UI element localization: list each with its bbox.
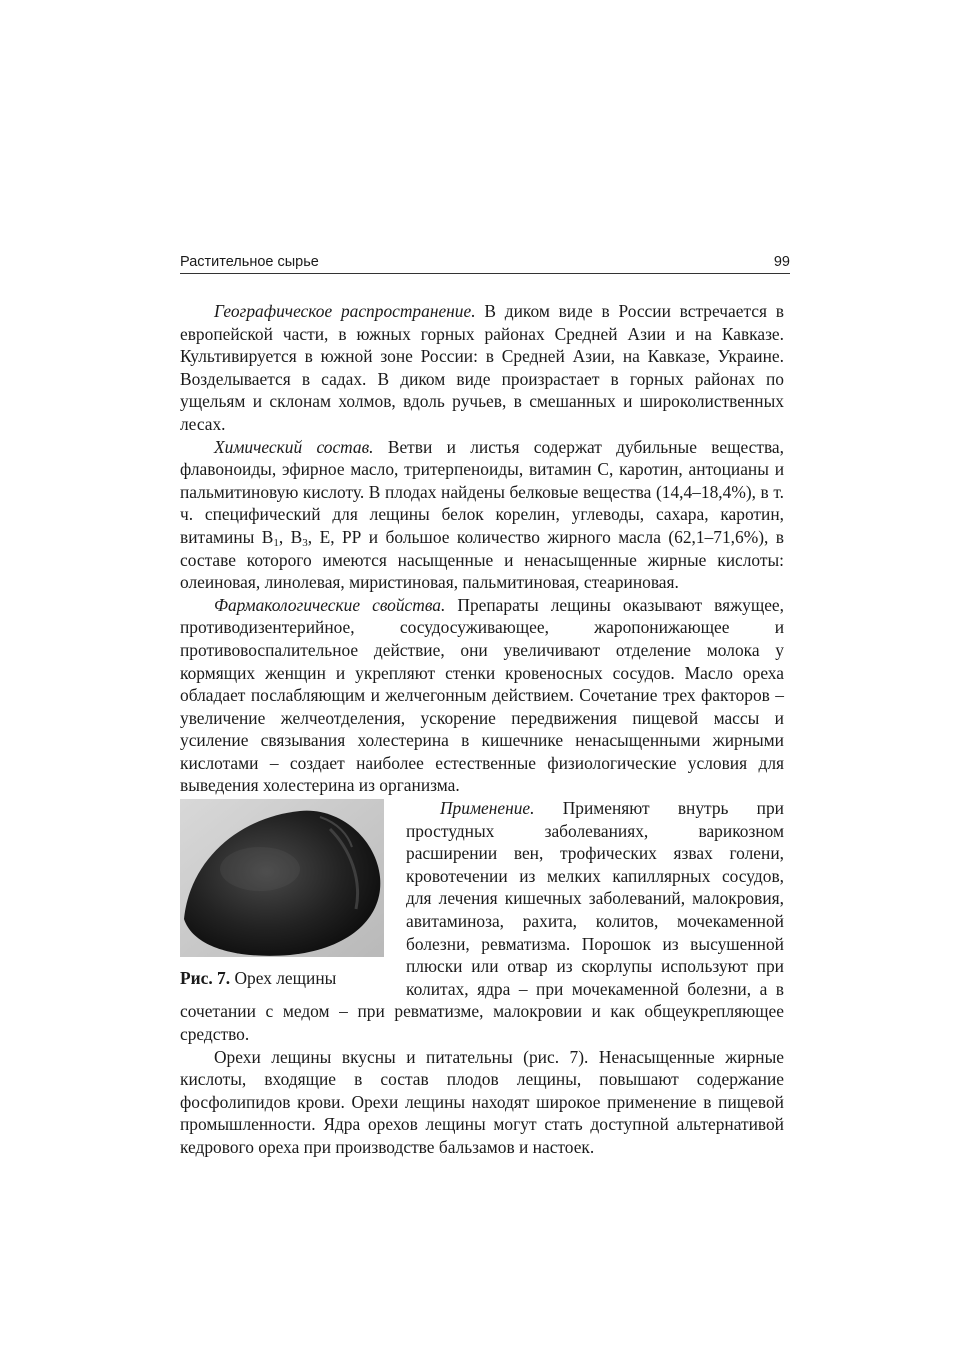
running-title: Растительное сырье — [180, 254, 319, 270]
application-heading: Применение. — [440, 798, 535, 819]
geography-heading: Географическое распространение. — [214, 301, 476, 321]
paragraph-pharmacology — [180, 594, 784, 797]
paragraph-chemistry — [180, 436, 784, 594]
pharmacology-text: Препараты лещины оказывают вяжущее, противодизентерийное, сосудосуживающее, жаропонижающее и противовоспалительное действие, они увеличивают отделение молока у кормящих женщин и укрепляют стенки кровеносных сосудов. Масло ореха обладает послабляющим и желчегонным действием. Сочетание трех факторов – увеличение желчеотделения, ускорение передвижения пищевой массы и усиление связывания холестерина в кишечнике ненасыщенными жирными кислотами – создает наиболее естественные физиологические условия для выведения холестерина из организма. — [180, 594, 784, 796]
figure-hazelnut — [178, 799, 390, 990]
page-number: 99 — [773, 254, 790, 270]
hazelnut-image — [180, 799, 384, 957]
chemistry-heading: Химический состав. — [214, 436, 374, 457]
hazelnut-photo — [180, 799, 384, 957]
figure-caption — [178, 967, 390, 990]
geography-text: В диком виде в России встречается в европейской части, в южных горных районах Средней Азии и на Кавказе. Культивируется в южной зоне России: в Средней Азии, на Кавказе, Украине. Возделывается в садах. В диком виде произрастает в горных районах по ущельям и склонам холмов, вдоль ручьев, в смешанных и широколиственных лесах. — [180, 301, 784, 434]
vitamin-subscript-3: 3 — [302, 536, 308, 549]
chemistry-text-3: , Е, РР и большое количество жирного масла (62,1–71,6%), в составе которого имеются насыщенные и ненасыщенные жирные кислоты: олеиновая, линолевая, миристиновая, пальмитиновая, стеариновая. — [180, 526, 784, 593]
chemistry-text-1: Ветви и листья содержат дубильные вещества, флавоноиды, эфирное масло, тритерпеноиды, витамин С, каротин, антоцианы и пальмитиновую кислоту. В плодах найдены белковые вещества (14,4–18,4%), в т. ч. специфический для лещины белок корелин, углеводы, сахара, каротин, витамины В — [180, 436, 784, 547]
figure-label: Рис. 7. — [180, 968, 231, 989]
paragraph-geography — [180, 300, 784, 436]
application-text: Применяют внутрь при простудных заболеваниях, варикозном расширении вен, трофических язвах голени, кровотечении из мелких капиллярных сосудов, для лечения кишечных заболеваний, малокровия, авитаминоза, рахита, колитов, мочекаменной болезни, ревматизма. Порошок из высушенной плюски или отвар из скорлупы используют при колитах, ядра – при мочекаменной болезни, а в сочетании с медом – при ревматизме, малокровии и как общеукрепляющее средство. — [180, 798, 784, 1044]
body-text — [180, 300, 784, 1159]
paragraph-final: Орехи лещины вкусны и питательны (рис. 7). Ненасыщенные жирные кислоты, входящие в состав плодов лещины, повышают содержание фосфолипидов крови. Орехи лещины находят широкое применение в пищевой промышленности. Ядра орехов лещины могут стать доступной альтернативой кедрового ореха при производстве бальзамов и настоек. — [180, 1046, 784, 1157]
running-header — [180, 254, 790, 274]
vitamin-subscript-1: 1 — [273, 536, 279, 549]
figure-caption-text: Орех лещины — [230, 968, 337, 989]
pharmacology-heading: Фармакологические свойства. — [214, 594, 446, 615]
chemistry-text-2: , В — [278, 526, 303, 547]
